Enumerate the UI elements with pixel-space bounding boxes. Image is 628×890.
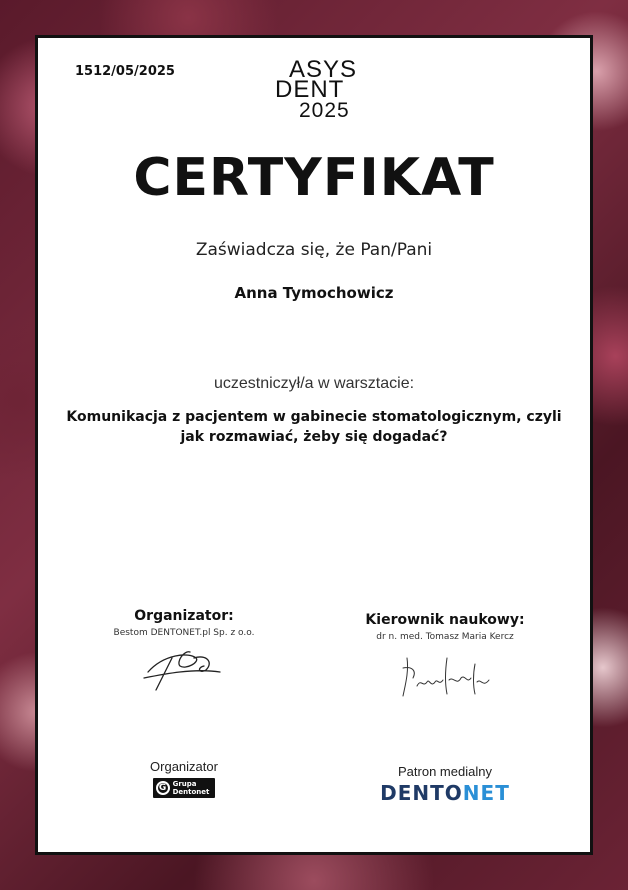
workshop-title-line1: Komunikacja z pacjentem w gabinecie stomatologicznym, czyli (66, 409, 562, 425)
certifies-text: Zaświadcza się, że Pan/Pani (195, 240, 433, 260)
scientific-lead-heading: Kierownik naukowy: (365, 612, 525, 628)
organizer-signature (134, 644, 234, 696)
scientific-lead-signature (395, 648, 495, 704)
organizer-name: Bestom DENTONET.pl Sp. z o.o. (113, 628, 255, 638)
dentonet-logo-part2: NET (462, 781, 510, 805)
dentonet-logo-part1: DENTO (380, 781, 463, 805)
grupa-dentonet-logo (153, 778, 216, 798)
organizer-heading: Organizator: (134, 608, 234, 624)
footer-media-patron (325, 764, 565, 805)
footer-organizer (64, 759, 304, 798)
grupa-logo-line2: Dentonet (172, 788, 210, 796)
workshop-title-line2: jak rozmawiać, żeby się dogadać? (180, 429, 448, 445)
grupa-logo-line1: Grupa (172, 780, 197, 788)
certificate-frame (35, 35, 593, 855)
grupa-logo-text (173, 780, 210, 796)
certificate-title: CERTYFIKAT (133, 148, 495, 208)
workshop-title (58, 407, 570, 447)
logo-line-year: 2025 (299, 99, 350, 122)
logo-line-asys: ASYS (289, 56, 358, 83)
participated-text: uczestniczył/a w warsztacie: (213, 375, 415, 392)
grupa-g-icon: G (156, 781, 170, 795)
media-patron-label: Patron medialny (398, 764, 492, 779)
asysdent-logo (275, 56, 358, 130)
logo-line-dent: DENT (275, 76, 345, 103)
dentonet-logo (325, 781, 565, 805)
scientific-lead-signature-block (325, 612, 565, 704)
certificate-serial: 1512/05/2025 (75, 64, 175, 79)
scientific-lead-name: dr n. med. Tomasz Maria Kercz (376, 632, 514, 642)
footer-organizer-label: Organizator (150, 759, 218, 774)
organizer-signature-block (64, 608, 304, 696)
participant-name: Anna Tymochowicz (234, 284, 394, 302)
